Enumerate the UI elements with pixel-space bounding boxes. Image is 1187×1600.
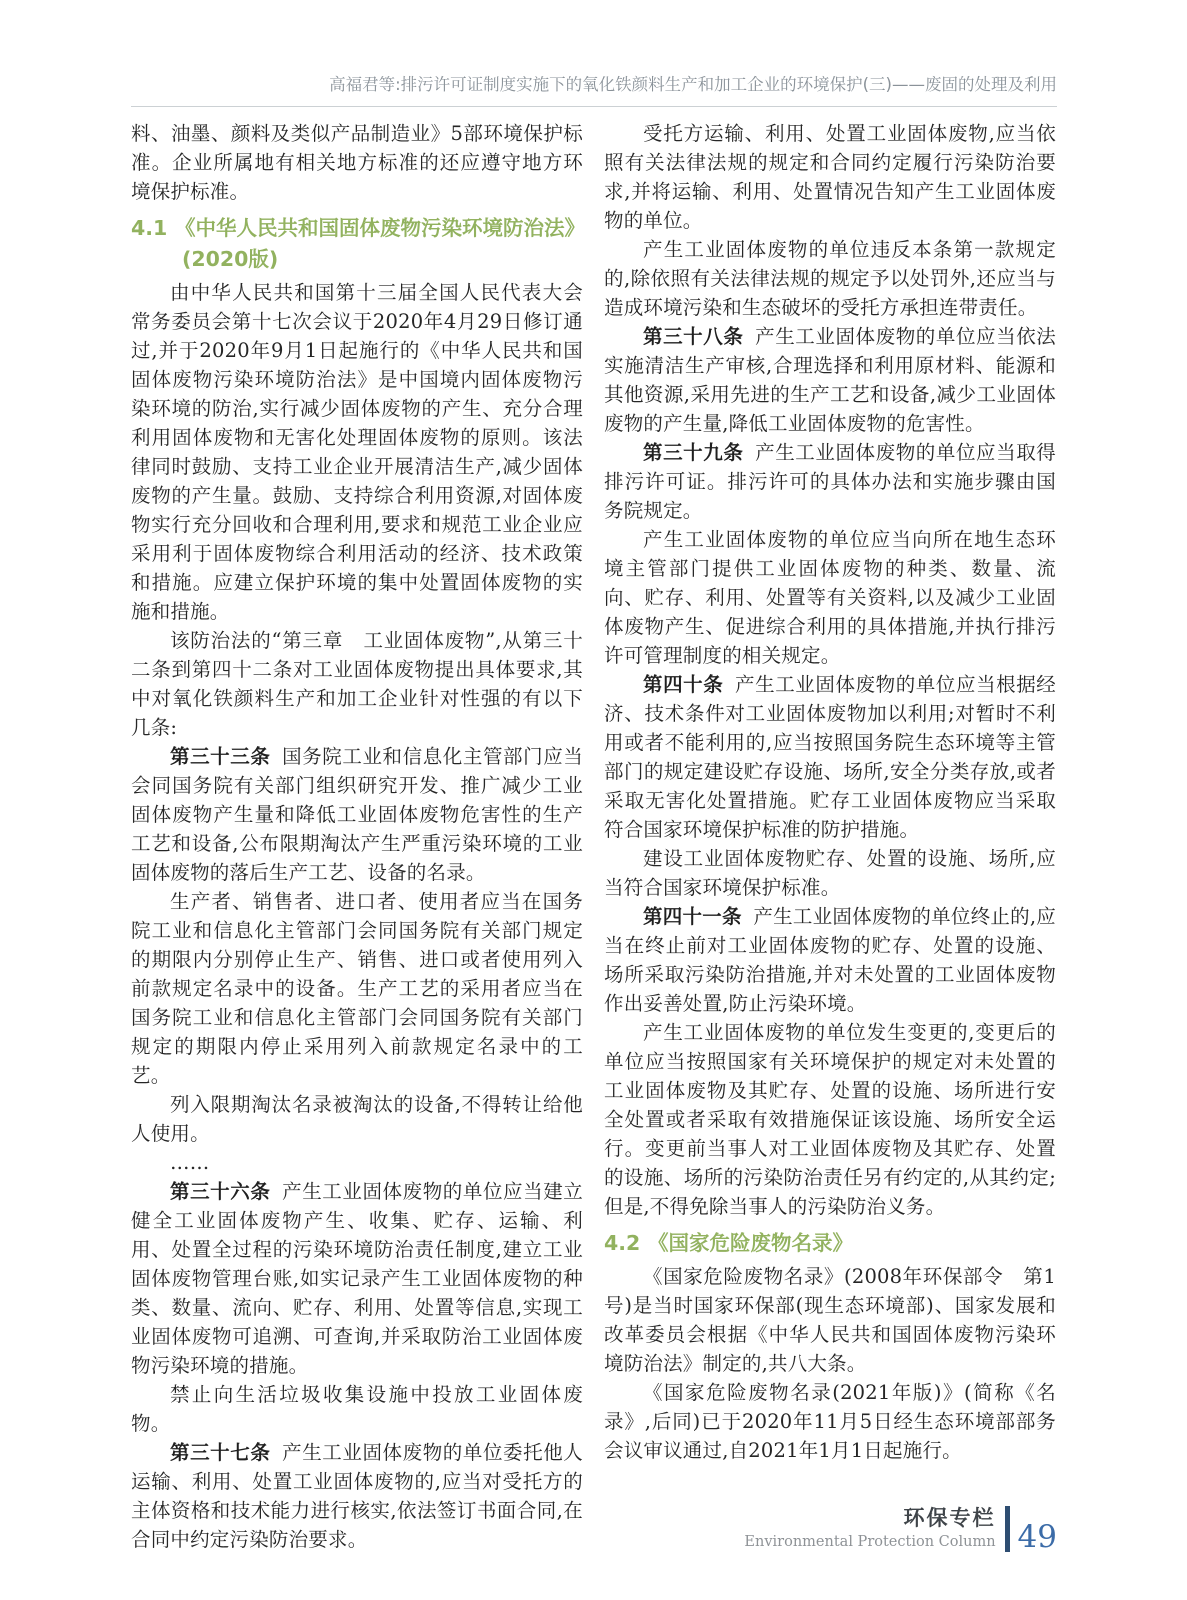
paragraph: [131, 742, 583, 887]
section-title: 《国家危险废物名录》: [648, 1231, 853, 1255]
article-text: 产生工业固体废物的单位应当取得排污许可证。排污许可的具体办法和实施步骤由国务院规定。: [604, 441, 1056, 522]
section-number: 4.1: [131, 216, 168, 240]
paragraph: [131, 1177, 583, 1380]
article-number: 第三十九条: [643, 441, 744, 464]
page-number: 49: [1017, 1519, 1057, 1555]
article-number: 第四十条: [643, 673, 724, 696]
paragraph: 禁止向生活垃圾收集设施中投放工业固体废物。: [131, 1383, 583, 1435]
paragraph: [604, 902, 1056, 1018]
ellipsis-line: ……: [170, 1151, 210, 1174]
paragraph: [604, 322, 1056, 438]
section-number: 4.2: [604, 1231, 641, 1255]
paragraph: [604, 670, 1056, 844]
paragraph: 生产者、销售者、进口者、使用者应当在国务院工业和信息化主管部门会同国务院有关部门规定的期限内分别停止生产、销售、进口或者使用列入前款规定名录中的设备。生产工艺的采用者应当在国务院工业和信息化主管部门会同国务院有关部门规定的期限内停止采用列入前款规定名录中的工艺。: [131, 890, 583, 1087]
paragraph: 由中华人民共和国第十三届全国人民代表大会常务委员会第十七次会议于2020年4月29日修订通过,并于2020年9月1日起施行的《中华人民共和国固体废物污染环境防治法》是中国境内固体废物污染环境的防治,实行减少固体废物的产生、充分合理利用固体废物和无害化处理固体废物的原则。该法律同时鼓励、支持工业企业开展清洁生产,减少固体废物的产生量。鼓励、支持综合利用资源,对固体废物实行充分回收和合理利用,要求和规范工业企业应采用利于固体废物综合利用活动的经济、技术政策和措施。应建立保护环境的集中处置固体废物的实施和措施。: [131, 281, 583, 623]
paragraph: 该防治法的“第三章 工业固体废物”,从第三十二条到第四十二条对工业固体废物提出具体要求,其中对氧化铁颜料生产和加工企业针对性强的有以下几条:: [131, 629, 583, 739]
article-text: 产生工业固体废物的单位应当根据经济、技术条件对工业固体废物加以利用;对暂时不利用或者不能利用的,应当按照国务院生态环境等主管部门的规定建设贮存设施、场所,安全分类存放,或者采取无害化处置措施。贮存工业固体废物应当采取符合国家环境保护标准的防护措施。: [604, 673, 1056, 841]
paragraph: 《国家危险废物名录(2021年版)》(简称《名录》,后同)已于2020年11月5日经生态环境部部务会议审议通过,自2021年1月1日起施行。: [604, 1381, 1056, 1462]
footer-column-labels: [744, 1507, 995, 1551]
paragraph: 《国家危险废物名录》(2008年环保部令 第1号)是当时国家环保部(现生态环境部)、国家发展和改革委员会根据《中华人民共和国固体废物污染环境防治法》制定的,共八大条。: [604, 1265, 1056, 1375]
paragraph: 料、油墨、颜料及类似产品制造业》5部环境保护标准。企业所属地有相关地方标准的还应遵守地方环境保护标准。: [131, 122, 583, 203]
paragraph: 受托方运输、利用、处置工业固体废物,应当依照有关法律法规的规定和合同约定履行污染防治要求,并将运输、利用、处置情况告知产生工业固体废物的单位。: [604, 122, 1056, 232]
article-number: 第三十八条: [643, 325, 744, 348]
section-title: [175, 213, 583, 275]
right-column: [604, 119, 1056, 1554]
section-heading-4-2: [604, 1228, 1056, 1259]
page-content: [131, 119, 1057, 1554]
paragraph: 产生工业固体废物的单位发生变更的,变更后的单位应当按照国家有关环境保护的规定对未处置的工业固体废物及其贮存、处置的设施、场所进行安全处置或者采取有效措施保证该设施、场所安全运行。变更前当事人对工业固体废物及其贮存、处置的设施、场所的污染防治责任另有约定的,从其约定;但是,不得免除当事人的污染防治义务。: [604, 1021, 1056, 1218]
paragraph: 建设工业固体废物贮存、处置的设施、场所,应当符合国家环境保护标准。: [604, 847, 1056, 899]
paragraph: 产生工业固体废物的单位应当向所在地生态环境主管部门提供工业固体废物的种类、数量、流向、贮存、利用、处置等有关资料,以及减少工业固体废物产生、促进综合利用的具体措施,并执行排污许可管理制度的相关规定。: [604, 528, 1056, 667]
footer: [744, 1506, 1057, 1555]
article-text: 产生工业固体废物的单位终止的,应当在终止前对工业固体废物的贮存、处置的设施、场所采取污染防治措施,并对未处置的工业固体废物作出妥善处置,防止污染环境。: [604, 905, 1056, 1015]
section-heading-4-1: [131, 213, 583, 275]
paragraph: 列入限期淘汰名录被淘汰的设备,不得转让给他人使用。: [131, 1093, 583, 1145]
article-text: 产生工业固体废物的单位委托他人运输、利用、处置工业固体废物的,应当对受托方的主体资格和技术能力进行核实,依法签订书面合同,在合同中约定污染防治要求。: [131, 1441, 583, 1551]
article-text: 产生工业固体废物的单位应当依法实施清洁生产审核,合理选择和利用原材料、能源和其他资源,采用先进的生产工艺和设备,减少工业固体废物的产生量,降低工业固体废物的危害性。: [604, 325, 1056, 435]
section-title-line1: 《中华人民共和国固体废物污染环境防治法》: [175, 216, 585, 240]
running-header: 高福君等:排污许可证制度实施下的氧化铁颜料生产和加工企业的环境保护(三)——废固的处理及利用: [131, 74, 1057, 107]
paragraph: [131, 1438, 583, 1554]
article-number: 第三十七条: [170, 1441, 271, 1464]
article-number: 第三十三条: [170, 745, 271, 768]
paragraph: 产生工业固体废物的单位违反本条第一款规定的,除依照有关法律法规的规定予以处罚外,还应当与造成环境污染和生态破坏的受托方承担连带责任。: [604, 238, 1056, 319]
article-text: 产生工业固体废物的单位应当建立健全工业固体废物产生、收集、贮存、运输、利用、处置全过程的污染环境防治责任制度,建立工业固体废物管理台账,如实记录产生工业固体废物的种类、数量、流向、贮存、利用、处置等信息,实现工业固体废物可追溯、可查询,并采取防治工业固体废物污染环境的措施。: [131, 1180, 583, 1377]
column-label-en: Environmental Protection Column: [744, 1534, 996, 1550]
article-number: 第三十六条: [170, 1180, 271, 1203]
section-title-line2: (2020版): [182, 247, 279, 271]
left-column: [131, 119, 583, 1554]
paragraph: [604, 438, 1056, 525]
article-text: 国务院工业和信息化主管部门应当会同国务院有关部门组织研究开发、推广减少工业固体废物产生量和降低工业固体废物危害性的生产工艺和设备,公布限期淘汰产生严重污染环境的工业固体废物的落后生产工艺、设备的名录。: [131, 745, 583, 884]
article-number: 第四十一条: [643, 905, 742, 928]
footer-divider-bar: [1005, 1506, 1010, 1552]
column-label-cn: 环保专栏: [903, 1506, 996, 1530]
